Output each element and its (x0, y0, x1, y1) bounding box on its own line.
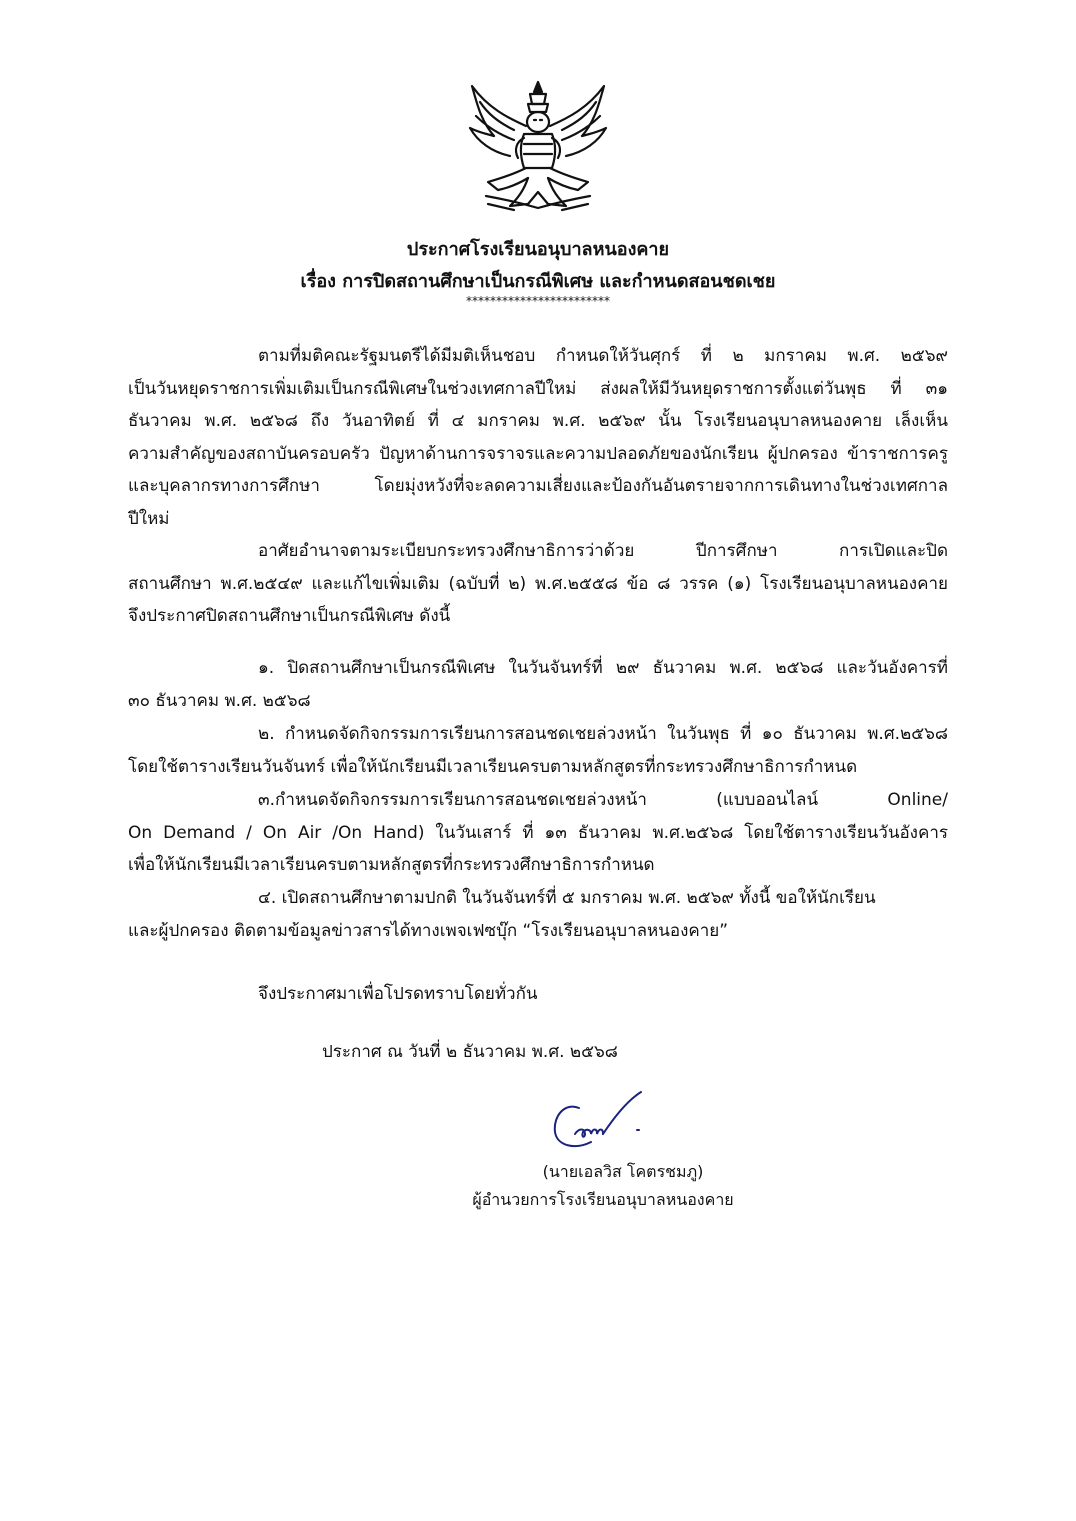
separator: ************************ (466, 294, 610, 308)
announcement-date: ประกาศ ณ วันที่ ๒ ธันวาคม พ.ศ. ๒๕๖๘ (322, 1042, 618, 1062)
paragraph-1-line: ธันวาคม พ.ศ. ๒๕๖๘ ถึง วันอาทิตย์ ที่ ๔ มกราคม พ.ศ. ๒๕๖๙ นั้น โรงเรียนอนุบาลหนองคาย เล็งเห็น (128, 411, 948, 431)
list-item-line: ๓.กำหนดจัดกิจกรรมการเรียนการสอนชดเชยล่วงหน้า (แบบออนไลน์ Online/ (258, 790, 948, 810)
paragraph-2 (128, 535, 948, 633)
list-item-line: ๓๐ ธันวาคม พ.ศ. ๒๕๖๘ (128, 690, 311, 711)
paragraph-2-line: จึงประกาศปิดสถานศึกษาเป็นกรณีพิเศษ ดังนี้ (128, 606, 451, 626)
paragraph-1 (128, 340, 948, 535)
paragraph-1-line: และบุคลากรทางการศึกษา โดยมุ่งหวังที่จะลดความเสี่ยงและป้องกันอันตรายจากการเดินทางในช่วงเทศกาล (128, 476, 948, 496)
garuda-emblem-icon (458, 78, 618, 218)
list-item-line: ๔. เปิดสถานศึกษาตามปกติ ในวันจันทร์ที่ ๕ มกราคม พ.ศ. ๒๕๖๙ ทั้งนี้ ขอให้นักเรียน (258, 888, 876, 908)
list-item-4 (128, 882, 948, 947)
closing-statement: จึงประกาศมาเพื่อโปรดทราบโดยทั่วกัน (258, 984, 538, 1004)
announcement-subject: เรื่อง การปิดสถานศึกษาเป็นกรณีพิเศษ และกำหนดสอนชดเชย (300, 271, 776, 292)
list-item-line: ๑. ปิดสถานศึกษาเป็นกรณีพิเศษ ในวันจันทร์ที่ ๒๙ ธันวาคม พ.ศ. ๒๕๖๘ และวันอังคารที่ (258, 658, 948, 678)
signer-name: (นายเอลวิส โคตรชมภู) (542, 1162, 704, 1181)
paragraph-1-line: ตามที่มติคณะรัฐมนตรีได้มีมติเห็นชอบ กำหนดให้วันศุกร์ ที่ ๒ มกราคม พ.ศ. ๒๕๖๙ (258, 346, 948, 366)
list-item-1 (128, 652, 948, 717)
list-item-2 (128, 718, 948, 783)
paragraph-2-line: สถานศึกษา พ.ศ.๒๕๔๙ และแก้ไขเพิ่มเติม (ฉบับที่ ๒) พ.ศ.๒๕๕๘ ข้อ ๘ วรรค (๑) โรงเรียนอนุบาลหนองคาย (128, 573, 948, 594)
paragraph-2-line: อาศัยอำนาจตามระเบียบกระทรวงศึกษาธิการว่าด้วย ปีการศึกษา การเปิดและปิด (258, 541, 948, 561)
paragraph-1-line: ความสำคัญของสถาบันครอบครัว ปัญหาด้านการจราจรและความปลอดภัยของนักเรียน ผู้ปกครอง ข้าราชการครู (128, 443, 948, 464)
announcement-title: ประกาศโรงเรียนอนุบาลหนองคาย (406, 239, 670, 260)
list-item-line: On Demand / On Air /On Hand) ในวันเสาร์ ที่ ๑๓ ธันวาคม พ.ศ.๒๕๖๘ โดยใช้ตารางเรียนวันอังคาร (128, 822, 948, 843)
signer-title: ผู้อำนวยการโรงเรียนอนุบาลหนองคาย (472, 1190, 734, 1209)
list-item-line: และผู้ปกครอง ติดตามข้อมูลข่าวสารได้ทางเพจเฟซบุ๊ก “โรงเรียนอนุบาลหนองคาย” (128, 920, 729, 941)
list-item-line: ๒. กำหนดจัดกิจกรรมการเรียนการสอนชดเชยล่วงหน้า ในวันพุธ ที่ ๑๐ ธันวาคม พ.ศ.๒๕๖๘ (258, 724, 948, 744)
list-item-3 (128, 784, 948, 882)
signature-icon (545, 1088, 655, 1158)
list-item-line: โดยใช้ตารางเรียนวันจันทร์ เพื่อให้นักเรียนมีเวลาเรียนครบตามหลักสูตรที่กระทรวงศึกษาธิการกำหนด (128, 756, 858, 777)
paragraph-1-line: เป็นวันหยุดราชการเพิ่มเติมเป็นกรณีพิเศษในช่วงเทศกาลปีใหม่ ส่งผลให้มีวันหยุดราชการตั้งแต่วันพุธ ที่ ๓๑ (128, 378, 948, 399)
list-item-line: เพื่อให้นักเรียนมีเวลาเรียนครบตามหลักสูตรที่กระทรวงศึกษาธิการกำหนด (128, 855, 655, 875)
paragraph-1-line: ปีใหม่ (128, 508, 170, 529)
